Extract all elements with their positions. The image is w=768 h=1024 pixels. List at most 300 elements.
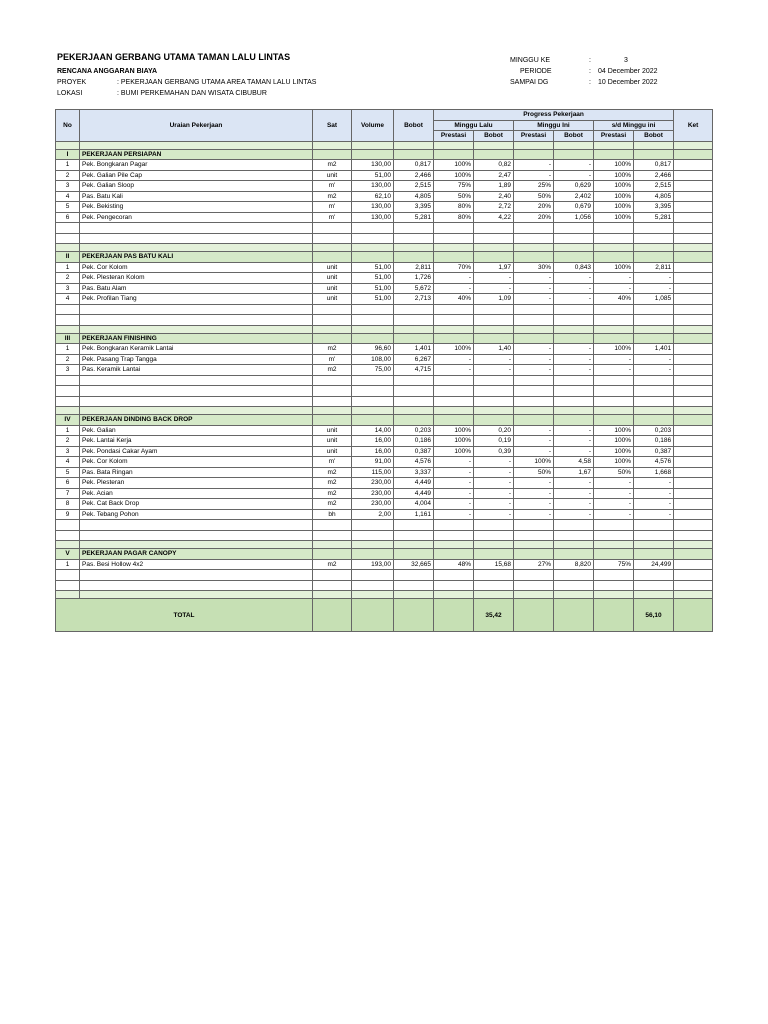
empty-cell	[634, 304, 674, 315]
item-uraian: Pek. Pasang Trap Tangga	[80, 354, 313, 365]
item-ml-prestasi: 70%	[434, 262, 474, 273]
empty-cell	[352, 325, 394, 333]
item-volume: 51,00	[352, 262, 394, 273]
col-mi-prestasi: Prestasi	[514, 131, 554, 142]
empty-cell	[352, 407, 394, 415]
item-ket	[674, 478, 713, 489]
item-volume: 230,00	[352, 488, 394, 499]
empty-cell	[674, 541, 713, 549]
empty-cell	[634, 325, 674, 333]
item-sd-bobot: -	[634, 283, 674, 294]
empty-cell	[594, 396, 634, 407]
item-sd-bobot: 2,515	[634, 181, 674, 192]
empty-cell	[352, 149, 394, 160]
empty-cell	[554, 223, 594, 234]
item-ml-prestasi: 100%	[434, 344, 474, 355]
item-sat: m'	[313, 181, 352, 192]
item-sd-prestasi: 100%	[594, 202, 634, 213]
empty-cell	[394, 407, 434, 415]
item-ml-prestasi: 75%	[434, 181, 474, 192]
item-bobot: 1,161	[394, 509, 434, 520]
item-sat: unit	[313, 262, 352, 273]
empty-cell	[352, 386, 394, 397]
empty-cell	[634, 580, 674, 591]
item-mi-bobot: -	[554, 446, 594, 457]
item-sd-prestasi: 100%	[594, 425, 634, 436]
empty-cell	[514, 141, 554, 149]
section-no: III	[56, 333, 80, 344]
item-mi-prestasi: -	[514, 425, 554, 436]
item-ml-bobot: -	[474, 365, 514, 376]
item-no: 2	[56, 354, 80, 365]
item-sat: m2	[313, 478, 352, 489]
empty-cell	[594, 386, 634, 397]
spacer-row	[56, 407, 713, 415]
empty-cell	[394, 570, 434, 581]
empty-cell	[594, 549, 634, 560]
item-mi-prestasi: -	[514, 170, 554, 181]
item-no: 1	[56, 425, 80, 436]
item-uraian: Pek. Pengecoran	[80, 212, 313, 223]
empty-cell	[352, 580, 394, 591]
empty-cell	[514, 325, 554, 333]
item-sat: unit	[313, 170, 352, 181]
empty-cell	[56, 375, 80, 386]
item-mi-bobot: -	[554, 170, 594, 181]
item-mi-prestasi: 20%	[514, 212, 554, 223]
empty-cell	[352, 315, 394, 326]
item-sat: m2	[313, 365, 352, 376]
empty-cell	[434, 149, 474, 160]
empty-cell	[313, 223, 352, 234]
col-ket: Ket	[674, 110, 713, 142]
item-sat: m2	[313, 344, 352, 355]
empty-cell	[594, 591, 634, 599]
item-volume: 130,00	[352, 212, 394, 223]
item-no: 8	[56, 499, 80, 510]
item-uraian: Pek. Bongkaran Keramik Lantai	[80, 344, 313, 355]
page-title: PEKERJAAN GERBANG UTAMA TAMAN LALU LINTAS	[57, 52, 291, 62]
table-row	[56, 191, 713, 202]
empty-cell	[674, 549, 713, 560]
lokasi-value: : BUMI PERKEMAHAN DAN WISATA CIBUBUR	[117, 90, 267, 97]
empty-cell	[474, 396, 514, 407]
empty-cell	[554, 149, 594, 160]
empty-cell	[474, 304, 514, 315]
empty-cell	[434, 304, 474, 315]
item-bobot: 2,466	[394, 170, 434, 181]
item-mi-bobot: -	[554, 499, 594, 510]
item-no: 1	[56, 262, 80, 273]
empty-cell	[313, 541, 352, 549]
item-no: 5	[56, 202, 80, 213]
empty-cell	[674, 415, 713, 426]
empty-cell	[313, 325, 352, 333]
empty-cell	[313, 415, 352, 426]
item-sd-prestasi: 40%	[594, 294, 634, 305]
empty-cell	[554, 333, 594, 344]
item-bobot: 4,576	[394, 457, 434, 468]
item-mi-bobot: -	[554, 436, 594, 447]
empty-cell	[594, 223, 634, 234]
page-subtitle: RENCANA ANGGARAN BIAYA	[57, 68, 158, 75]
item-bobot: 5,672	[394, 283, 434, 294]
item-uraian: Pek. Cor Kolom	[80, 262, 313, 273]
item-sd-bobot: 2,811	[634, 262, 674, 273]
empty-cell	[594, 375, 634, 386]
section-no: V	[56, 549, 80, 560]
empty-cell	[554, 233, 594, 244]
table-row	[56, 181, 713, 192]
item-sd-bobot: 0,203	[634, 425, 674, 436]
item-sd-bobot: -	[634, 478, 674, 489]
empty-cell	[554, 375, 594, 386]
item-sd-prestasi: 100%	[594, 212, 634, 223]
item-ket	[674, 170, 713, 181]
item-volume: 230,00	[352, 478, 394, 489]
empty-cell	[394, 333, 434, 344]
item-uraian: Pek. Plesteran Kolom	[80, 273, 313, 284]
empty-cell	[514, 252, 554, 263]
table-row	[56, 354, 713, 365]
item-sd-prestasi: -	[594, 509, 634, 520]
item-sd-bobot: 3,395	[634, 202, 674, 213]
spacer-row	[56, 244, 713, 252]
empty-cell	[674, 223, 713, 234]
empty-cell	[514, 570, 554, 581]
proyek-value: : PEKERJAAN GERBANG UTAMA AREA TAMAN LALU LINTAS	[117, 79, 317, 86]
item-ml-bobot: 15,68	[474, 559, 514, 570]
empty-cell	[594, 580, 634, 591]
empty-cell	[352, 591, 394, 599]
empty-cell	[80, 304, 313, 315]
item-ml-prestasi: -	[434, 365, 474, 376]
item-sat: m'	[313, 202, 352, 213]
empty-cell	[394, 252, 434, 263]
item-sd-prestasi: -	[594, 354, 634, 365]
item-sat: m2	[313, 191, 352, 202]
empty-cell	[313, 407, 352, 415]
table-row	[56, 202, 713, 213]
empty-cell	[514, 407, 554, 415]
item-ml-bobot: 2,72	[474, 202, 514, 213]
empty-cell	[674, 520, 713, 531]
empty-cell	[434, 252, 474, 263]
item-uraian: Pek. Galian	[80, 425, 313, 436]
empty-cell	[313, 244, 352, 252]
item-mi-prestasi: -	[514, 446, 554, 457]
item-ml-bobot: 0,39	[474, 446, 514, 457]
total-sd-bobot: 56,10	[634, 599, 674, 632]
empty-cell	[634, 407, 674, 415]
item-mi-bobot: -	[554, 425, 594, 436]
col-sat: Sat	[313, 110, 352, 142]
col-mi-bobot: Bobot	[554, 131, 594, 142]
item-mi-prestasi: 30%	[514, 262, 554, 273]
item-ket	[674, 354, 713, 365]
empty-cell	[674, 233, 713, 244]
item-ml-prestasi: 100%	[434, 160, 474, 171]
lokasi-label: LOKASI	[57, 90, 83, 97]
empty-cell	[434, 549, 474, 560]
empty-cell	[594, 520, 634, 531]
item-ket	[674, 191, 713, 202]
empty-cell	[394, 325, 434, 333]
empty-cell	[434, 223, 474, 234]
item-volume: 51,00	[352, 283, 394, 294]
empty-cell	[674, 304, 713, 315]
item-mi-prestasi: -	[514, 488, 554, 499]
item-uraian: Pas. Keramik Lantai	[80, 365, 313, 376]
empty-cell	[594, 252, 634, 263]
item-sd-bobot: 0,817	[634, 160, 674, 171]
blank-row	[56, 304, 713, 315]
table-header	[56, 110, 713, 142]
empty-cell	[313, 386, 352, 397]
item-no: 5	[56, 467, 80, 478]
item-ml-bobot: -	[474, 273, 514, 284]
item-mi-bobot: -	[554, 478, 594, 489]
item-bobot: 6,267	[394, 354, 434, 365]
empty-cell	[56, 570, 80, 581]
item-no: 3	[56, 181, 80, 192]
empty-cell	[80, 396, 313, 407]
blank-row	[56, 386, 713, 397]
item-sat: unit	[313, 425, 352, 436]
item-ml-bobot: -	[474, 354, 514, 365]
item-mi-prestasi: -	[514, 509, 554, 520]
item-sd-bobot: -	[634, 509, 674, 520]
item-no: 3	[56, 365, 80, 376]
item-ml-bobot: -	[474, 283, 514, 294]
item-ml-bobot: 2,47	[474, 170, 514, 181]
empty-cell	[514, 233, 554, 244]
section-title: PEKERJAAN FINISHING	[80, 333, 313, 344]
table-row	[56, 499, 713, 510]
empty-cell	[352, 244, 394, 252]
empty-cell	[634, 570, 674, 581]
empty-cell	[634, 375, 674, 386]
empty-cell	[554, 325, 594, 333]
empty-cell	[394, 520, 434, 531]
empty-cell	[674, 252, 713, 263]
item-sd-prestasi: 100%	[594, 436, 634, 447]
table-row	[56, 273, 713, 284]
empty-cell	[394, 580, 434, 591]
empty-cell	[352, 520, 394, 531]
item-ml-prestasi: -	[434, 273, 474, 284]
blank-row	[56, 233, 713, 244]
empty-cell	[514, 549, 554, 560]
empty-cell	[594, 530, 634, 541]
empty-cell	[434, 244, 474, 252]
table-row	[56, 365, 713, 376]
item-sat: m2	[313, 160, 352, 171]
section-title: PEKERJAAN DINDING BACK DROP	[80, 415, 313, 426]
empty-cell	[80, 315, 313, 326]
table-row	[56, 457, 713, 468]
empty-cell	[554, 520, 594, 531]
item-ml-prestasi: -	[434, 354, 474, 365]
item-no: 2	[56, 273, 80, 284]
table-row	[56, 170, 713, 181]
empty-cell	[514, 520, 554, 531]
empty-cell	[634, 386, 674, 397]
item-sd-bobot: -	[634, 354, 674, 365]
empty-cell	[554, 304, 594, 315]
empty-cell	[514, 580, 554, 591]
empty-cell	[554, 141, 594, 149]
item-sd-prestasi: 100%	[594, 191, 634, 202]
item-mi-prestasi: 100%	[514, 457, 554, 468]
item-mi-prestasi: 27%	[514, 559, 554, 570]
col-sd-bobot: Bobot	[634, 131, 674, 142]
empty-cell	[554, 570, 594, 581]
item-mi-bobot: -	[554, 344, 594, 355]
empty-cell	[634, 333, 674, 344]
item-ml-prestasi: -	[434, 499, 474, 510]
empty-cell	[474, 315, 514, 326]
empty-cell	[80, 375, 313, 386]
item-mi-bobot: -	[554, 294, 594, 305]
item-bobot: 3,337	[394, 467, 434, 478]
empty-cell	[56, 315, 80, 326]
item-volume: 75,00	[352, 365, 394, 376]
empty-cell	[80, 325, 313, 333]
item-bobot: 3,395	[394, 202, 434, 213]
item-sd-prestasi: -	[594, 488, 634, 499]
empty-cell	[474, 407, 514, 415]
empty-cell	[313, 333, 352, 344]
item-bobot: 2,713	[394, 294, 434, 305]
item-sd-prestasi: 100%	[594, 262, 634, 273]
empty-cell	[56, 591, 80, 599]
section-title: PEKERJAAN PAGAR CANOPY	[80, 549, 313, 560]
item-sd-bobot: 1,668	[634, 467, 674, 478]
item-sd-bobot: -	[634, 273, 674, 284]
item-volume: 108,00	[352, 354, 394, 365]
item-ket	[674, 436, 713, 447]
item-bobot: 0,387	[394, 446, 434, 457]
item-sat: m2	[313, 559, 352, 570]
item-sd-bobot: 2,466	[634, 170, 674, 181]
item-ket	[674, 202, 713, 213]
empty-cell	[313, 315, 352, 326]
item-ml-prestasi: 40%	[434, 294, 474, 305]
item-uraian: Pek. Plesteran	[80, 478, 313, 489]
empty-cell	[634, 315, 674, 326]
col-minggu-ini: Minggu Ini	[514, 120, 594, 131]
empty-cell	[594, 304, 634, 315]
item-sat: bh	[313, 509, 352, 520]
item-ket	[674, 499, 713, 510]
empty-cell	[554, 591, 594, 599]
item-sd-prestasi: -	[594, 478, 634, 489]
item-ml-prestasi: 100%	[434, 446, 474, 457]
table-row	[56, 262, 713, 273]
empty-cell	[554, 407, 594, 415]
empty-cell	[674, 580, 713, 591]
item-bobot: 2,515	[394, 181, 434, 192]
empty-cell	[80, 407, 313, 415]
item-uraian: Pek. Galian Pile Cap	[80, 170, 313, 181]
item-mi-bobot: 1,67	[554, 467, 594, 478]
empty-cell	[554, 549, 594, 560]
blank-row	[56, 530, 713, 541]
empty-cell	[313, 233, 352, 244]
item-no: 2	[56, 436, 80, 447]
item-mi-prestasi: -	[514, 294, 554, 305]
empty-cell	[474, 549, 514, 560]
empty-cell	[594, 233, 634, 244]
item-sd-prestasi: 75%	[594, 559, 634, 570]
empty-cell	[474, 415, 514, 426]
empty-cell	[313, 375, 352, 386]
item-mi-bobot: 2,402	[554, 191, 594, 202]
empty-cell	[313, 396, 352, 407]
empty-cell	[514, 591, 554, 599]
item-volume: 51,00	[352, 273, 394, 284]
empty-cell	[474, 541, 514, 549]
item-no: 6	[56, 212, 80, 223]
item-volume: 51,00	[352, 294, 394, 305]
empty-cell	[80, 244, 313, 252]
item-mi-bobot: 4,58	[554, 457, 594, 468]
item-ml-bobot: -	[474, 509, 514, 520]
empty-cell	[394, 541, 434, 549]
item-no: 4	[56, 191, 80, 202]
col-volume: Volume	[352, 110, 394, 142]
empty-cell	[514, 315, 554, 326]
empty-cell	[514, 333, 554, 344]
table-row	[56, 559, 713, 570]
empty-cell	[434, 407, 474, 415]
spacer-row	[56, 591, 713, 599]
item-bobot: 1,726	[394, 273, 434, 284]
empty-cell	[634, 141, 674, 149]
empty-cell	[80, 223, 313, 234]
empty-cell	[56, 386, 80, 397]
item-uraian: Pek. Cor Kolom	[80, 457, 313, 468]
item-ml-bobot: 1,89	[474, 181, 514, 192]
item-mi-bobot: -	[554, 354, 594, 365]
empty-cell	[80, 233, 313, 244]
empty-cell	[434, 530, 474, 541]
empty-cell	[554, 386, 594, 397]
periode-value: 04 December 2022	[598, 68, 658, 75]
item-bobot: 4,449	[394, 478, 434, 489]
item-volume: 2,00	[352, 509, 394, 520]
empty-cell	[674, 375, 713, 386]
item-mi-prestasi: 50%	[514, 191, 554, 202]
table-row	[56, 467, 713, 478]
empty-cell	[514, 223, 554, 234]
item-sd-bobot: 1,401	[634, 344, 674, 355]
item-sd-prestasi: -	[594, 365, 634, 376]
item-no: 2	[56, 170, 80, 181]
item-ml-bobot: 0,19	[474, 436, 514, 447]
empty-cell	[554, 396, 594, 407]
item-volume: 130,00	[352, 160, 394, 171]
empty-cell	[434, 141, 474, 149]
item-volume: 16,00	[352, 446, 394, 457]
item-sat: m2	[313, 488, 352, 499]
empty-cell	[634, 530, 674, 541]
table-row	[56, 436, 713, 447]
item-sd-bobot: 4,805	[634, 191, 674, 202]
empty-cell	[352, 415, 394, 426]
empty-cell	[56, 233, 80, 244]
